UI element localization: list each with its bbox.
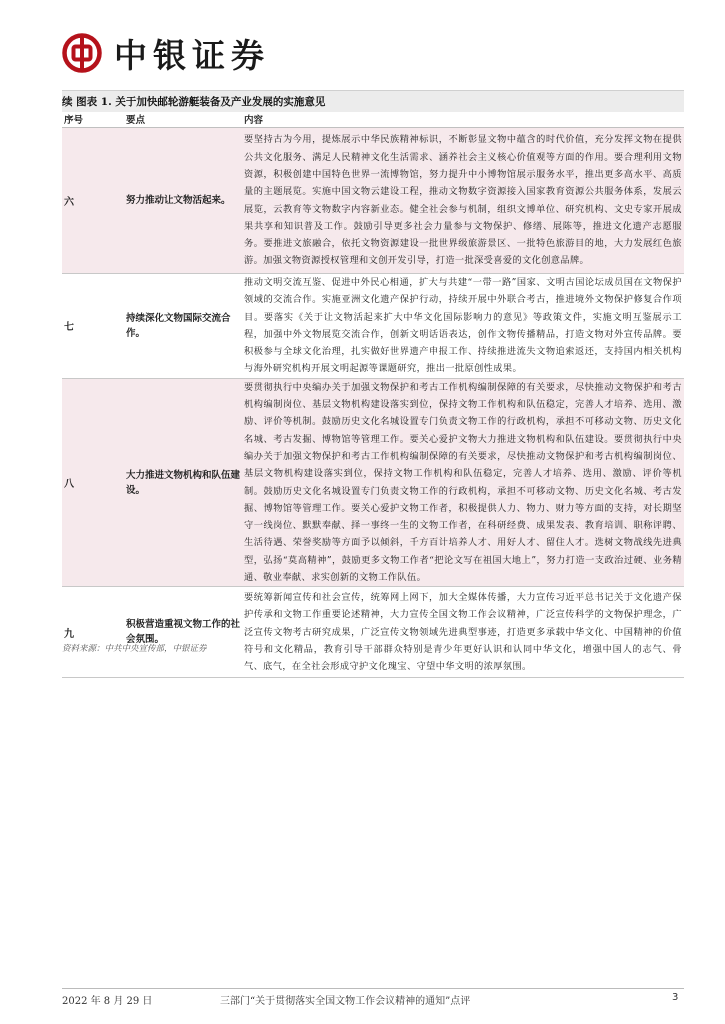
row-point: 大力推进文物机构和队伍建设。 [124, 378, 242, 587]
table-row [62, 274, 684, 379]
table-row [62, 587, 684, 678]
table-title: 续 图表 1. 关于加快邮轮游艇装备及产业发展的实施意见 [62, 96, 326, 108]
row-content: 要统筹新闻宣传和社会宣传，统筹网上网下，加大全媒体传播，大力宣传习近平总书记关于文化遗产保护传承和文物工作重要论述精神，大力宣传全国文物工作会议精神，广泛宣传科学的文物保护理念，广泛宣传文物考古研究成果，广泛宣传文物领域先进典型事迹，打造更多承载中华文化、中国精神的价值符号和文化精品，教育引导干部群众特别是青少年更好认识和认同中华文化，增强中国人的志气、骨气、底气，在全社会形成守护文化瑰宝、守望中华文明的浓厚氛围。 [242, 587, 684, 678]
row-point: 努力推动让文物活起来。 [124, 128, 242, 274]
row-content: 要贯彻执行中央编办关于加强文物保护和考古工作机构编制保障的有关要求，尽快推动文物保护和考古机构编制岗位、基层文物机构建设落实到位，保持文物工作机构和队伍稳定，完善人才培养、选用、激励、评价等机制。鼓励历史文化名城设置专门负责文物工作的行政机构，承担不可移动文物、历史文化名城、考古发掘、博物馆等管理工作。要关心爱护文物大力推进文物机构和队伍建设。要贯彻执行中央编办关于加强文物保护和考古工作机构编制保障的有关要求，尽快推动文物保护和考古机构编制岗位、基层文物机构建设落实到位，保持文物工作机构和队伍稳定，完善人才培养、选用、激励、评价等机制。鼓励历史文化名城设置专门负责文物工作的行政机构，承担不可移动文物、历史文化名城、考古发掘、博物馆等管理工作。要关心爱护文物工作者，积极提供人力、物力、财力等方面的支持，对长期坚守一线岗位、默默奉献、择一事终一生的文物工作者，在科研经费、成果发表、教育培训、职称评聘、生活待遇、荣誉奖励等方面予以倾斜，千方百计培养人才、用好人才、留住人才。选树文物战线先进典型，弘扬“莫高精神”，鼓励更多文物工作者“把论文写在祖国大地上”，努力打造一支政治过硬、业务精通、敬业奉献、求实创新的文物工作队伍。 [242, 378, 684, 587]
footer-doc-title: 三部门“关于贯彻落实全国文物工作会议精神的通知”点评 [220, 996, 471, 1007]
table-header-row [62, 111, 684, 128]
row-point: 积极营造重视文物工作的社会氛围。 [124, 587, 242, 678]
column-header-point: 要点 [124, 111, 242, 128]
footer-date: 2022 年 8 月 29 日 [62, 996, 153, 1007]
table-title-bar [62, 90, 684, 112]
header [62, 30, 270, 76]
page-number: 3 [672, 992, 679, 1003]
row-number: 八 [62, 378, 124, 587]
table-row [62, 378, 684, 587]
boc-logo-icon [62, 33, 102, 73]
row-point: 持续深化文物国际交流合作。 [124, 274, 242, 379]
footer-divider [62, 988, 684, 989]
row-number: 六 [62, 128, 124, 274]
row-number: 七 [62, 274, 124, 379]
policy-table [62, 111, 684, 678]
row-number: 九 [62, 587, 124, 678]
table-row [62, 128, 684, 274]
row-content: 要坚持古为今用，提炼展示中华民族精神标识，不断彰显文物中蕴含的时代价值，充分发挥文物在提供公共文化服务、满足人民精神文化生活需求、涵养社会主义核心价值观等方面的作用。要合理利用文物资源，积极创建中国特色世界一流博物馆，努力提升中小博物馆展示服务水平，推出更多高水平、高质量的主题展览。实施中国文物云建设工程，推动文物数字资源接入国家教育资源公共服务体系，发展云展览，云教育等文物数字内容新业态。健全社会参与机制，组织文博单位、研究机构、文史专家开展成果共享和知识普及工作。鼓励引导更多社会力量参与文物保护、修缮、展陈等，推进文化遗产志愿服务。要推进文旅融合，依托文物资源建设一批世界级旅游景区、一批特色旅游目的地，大力发展红色旅游。加强文物资源授权管理和文创开发引导，打造一批深受喜爱的文化创意品牌。 [242, 128, 684, 274]
column-header-number: 序号 [62, 111, 124, 128]
source-note: 资料来源：中共中央宣传部，中银证券 [62, 644, 207, 654]
column-header-content: 内容 [242, 111, 684, 128]
row-content: 推动文明交流互鉴、促进中外民心相通，扩大与共建“一带一路”国家、文明古国论坛成员国在文物保护领域的交流合作。实施亚洲文化遗产保护行动，持续开展中外联合考古，推进境外文物保护修复合作项目。要落实《关于让文物活起来扩大中华文化国际影响力的意见》等政策文件，实施文明互鉴展示工程，加强中外文物展览交流合作，创新文明话语表达，创作文物传播精品，打造文物对外宣传品牌。要积极参与全球文化治理，扎实做好世界遗产申报工作、持续推进流失文物追索返还，支持国内相关机构与海外研究机构开展文明起源等课题研究，推出一批原创性成果。 [242, 274, 684, 379]
brand-name: 中银证券 [114, 35, 270, 75]
